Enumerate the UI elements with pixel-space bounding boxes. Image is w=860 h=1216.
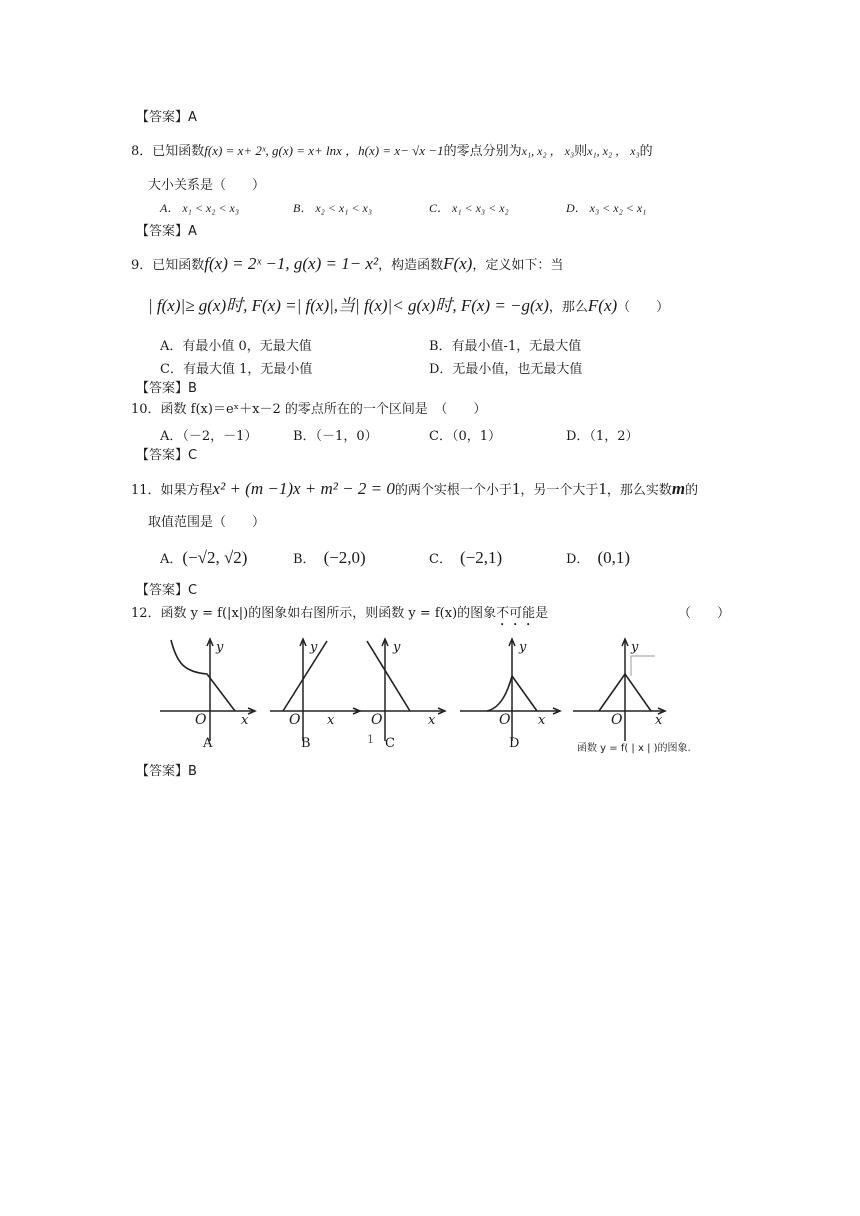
graph-c-y-label: y xyxy=(393,640,401,655)
q12-paren: （ ） xyxy=(678,606,731,621)
q11-stem-mid: 的两个实根一个小于 xyxy=(394,483,512,498)
graph-b-origin: O xyxy=(289,712,301,728)
graph-b-label: B xyxy=(301,736,311,751)
q12-figures xyxy=(155,636,715,756)
q11-option-d-letter: D． xyxy=(566,552,590,567)
q8-zeros-2: x₁, x₂ ， x₃ xyxy=(587,144,640,158)
q8-option-b: B． x₂ < x₁ < x₃ xyxy=(293,201,373,215)
q10-option-b: B．（－1，0） xyxy=(293,429,378,444)
graph-d-x-label: x xyxy=(538,713,546,728)
q11-option-c-value: (−2,1) xyxy=(459,548,503,567)
graph-d-label: D xyxy=(509,736,520,751)
graph-b-y-label: y xyxy=(310,640,318,655)
q9-stem-prefix: 9．已知函数 xyxy=(131,258,205,273)
q9-stem-mid: ，构造函数 xyxy=(378,258,444,273)
q11-option-c-letter: C． xyxy=(429,552,452,567)
answer-12: 【答案】B xyxy=(136,764,197,779)
q11-option-b xyxy=(293,548,366,568)
q11-option-b-letter: B． xyxy=(293,552,316,567)
q11-option-d xyxy=(566,548,630,568)
q12-stem-suffix: 是 xyxy=(535,606,549,621)
graph-a-curve xyxy=(171,640,235,711)
q8-zeros: x₁, x₂ ， x₃ xyxy=(521,144,575,158)
q11-m: m xyxy=(671,479,686,498)
graph-ref-mark xyxy=(631,656,655,676)
q11-option-a-letter: A． xyxy=(160,552,183,567)
q10-stem: 10．函数 f(x)＝eˣ＋x－2 的零点所在的一个区间是 （ ） xyxy=(131,402,487,417)
graph-d-origin: O xyxy=(499,712,511,728)
graph-b-line xyxy=(283,641,327,711)
q11-option-d-value: (0,1) xyxy=(597,548,631,567)
q11-stem-line2: 取值范围是（ ） xyxy=(148,515,266,530)
graph-d-y-label: y xyxy=(519,640,527,655)
q9-functions: f(x) = 2ˣ −1, g(x) = 1− x² xyxy=(204,254,379,273)
q11-option-a xyxy=(160,548,247,568)
q11-option-a-value: (−√2, √2) xyxy=(182,548,248,567)
q9-stem-end: ，定义如下：当 xyxy=(472,258,564,273)
q9-paren: （ ） xyxy=(617,300,670,315)
q8-stem-end: 的 xyxy=(639,144,653,159)
graph-c-label: C xyxy=(385,736,395,751)
question-12-line1 xyxy=(131,606,548,629)
graph-ref-y-label: y xyxy=(631,640,639,655)
question-8-line1 xyxy=(131,143,653,160)
q8-stem-mid: 的零点分别为 xyxy=(443,144,522,159)
answer-7: 【答案】A xyxy=(136,110,197,125)
q8-option-c: C． x₁ < x₃ < x₂ xyxy=(429,201,509,215)
q9-option-c: C．有最大值 1，无最小值 xyxy=(160,362,313,377)
q10-option-d: D．（1，2） xyxy=(566,429,639,444)
q8-functions: f(x) = x+ 2ˣ, g(x) = x+ lnx ，h(x) = x− √x −1 xyxy=(204,143,444,158)
q11-stem-mid2: ，另一个大于 xyxy=(520,483,599,498)
graph-c-line xyxy=(367,641,410,711)
q11-stem-prefix: 11．如果方程 xyxy=(131,483,213,498)
q10-option-a: A．（－2，－1） xyxy=(160,429,258,444)
question-9-line1 xyxy=(131,254,563,274)
q12-stem-prefix: 12．函数 y = f(|x|)的图象如右图所示，则函数 y = f(x)的图象 xyxy=(131,606,497,621)
q10-option-c: C．（0，1） xyxy=(429,429,501,444)
question-9-line2 xyxy=(148,296,669,316)
answer-9: 【答案】B xyxy=(136,381,197,396)
answer-8: 【答案】A xyxy=(136,224,197,239)
graph-c-stray-mark: 1 xyxy=(367,733,374,746)
answer-11: 【答案】C xyxy=(136,583,198,598)
graph-b-x-label: x xyxy=(327,713,335,728)
q11-equation: x² + (m −1)x + m² − 2 = 0 xyxy=(212,479,395,498)
graph-a-label: A xyxy=(203,736,213,751)
q11-one-2: 1 xyxy=(598,479,607,498)
q9-option-a: A．有最小值 0，无最大值 xyxy=(160,339,312,354)
q11-stem-end: 的 xyxy=(685,483,699,498)
graph-a-y-label: y xyxy=(216,640,224,655)
q8-stem-then: 则 xyxy=(574,144,588,159)
q9-option-b: B．有最小值-1，无最大值 xyxy=(429,339,582,354)
answer-10: 【答案】C xyxy=(136,448,198,463)
q11-option-c xyxy=(429,548,502,568)
graph-ref-caption: 函数 y = f( | x | )的图象. xyxy=(577,743,691,754)
q8-option-a: A． x₁ < x₂ < x₃ xyxy=(160,201,240,215)
q8-stem-line2: 大小关系是（ ） xyxy=(148,178,266,193)
q9-option-d: D．无最小值，也无最大值 xyxy=(429,362,583,377)
q11-option-b-value: (−2,0) xyxy=(323,548,366,567)
graph-a-origin: O xyxy=(195,712,207,728)
q9-Fx: F(x) xyxy=(443,254,473,273)
graph-a-x-label: x xyxy=(241,713,249,728)
q12-stem-emphasis: 不可能 xyxy=(496,606,536,621)
graph-ref-origin: O xyxy=(611,712,623,728)
question-11-line1 xyxy=(131,479,698,499)
q9-condition: | f(x)|≥ g(x)时, F(x) =| f(x)|,当| f(x)|< g(x)时, F(x) = −g(x) xyxy=(148,296,549,315)
q11-stem-mid3: ，那么实数 xyxy=(606,483,672,498)
q9-Fx-2: F(x) xyxy=(587,296,618,315)
graph-c-x-label: x xyxy=(428,713,436,728)
q9-stem-tail: ，那么 xyxy=(548,300,588,315)
q8-option-d: D． x₃ < x₂ < x₁ xyxy=(566,201,647,215)
graph-c-origin: O xyxy=(371,712,383,728)
q8-stem-prefix: 8．已知函数 xyxy=(131,144,205,159)
q11-one-1: 1 xyxy=(511,479,521,498)
graph-ref-x-label: x xyxy=(655,713,663,728)
